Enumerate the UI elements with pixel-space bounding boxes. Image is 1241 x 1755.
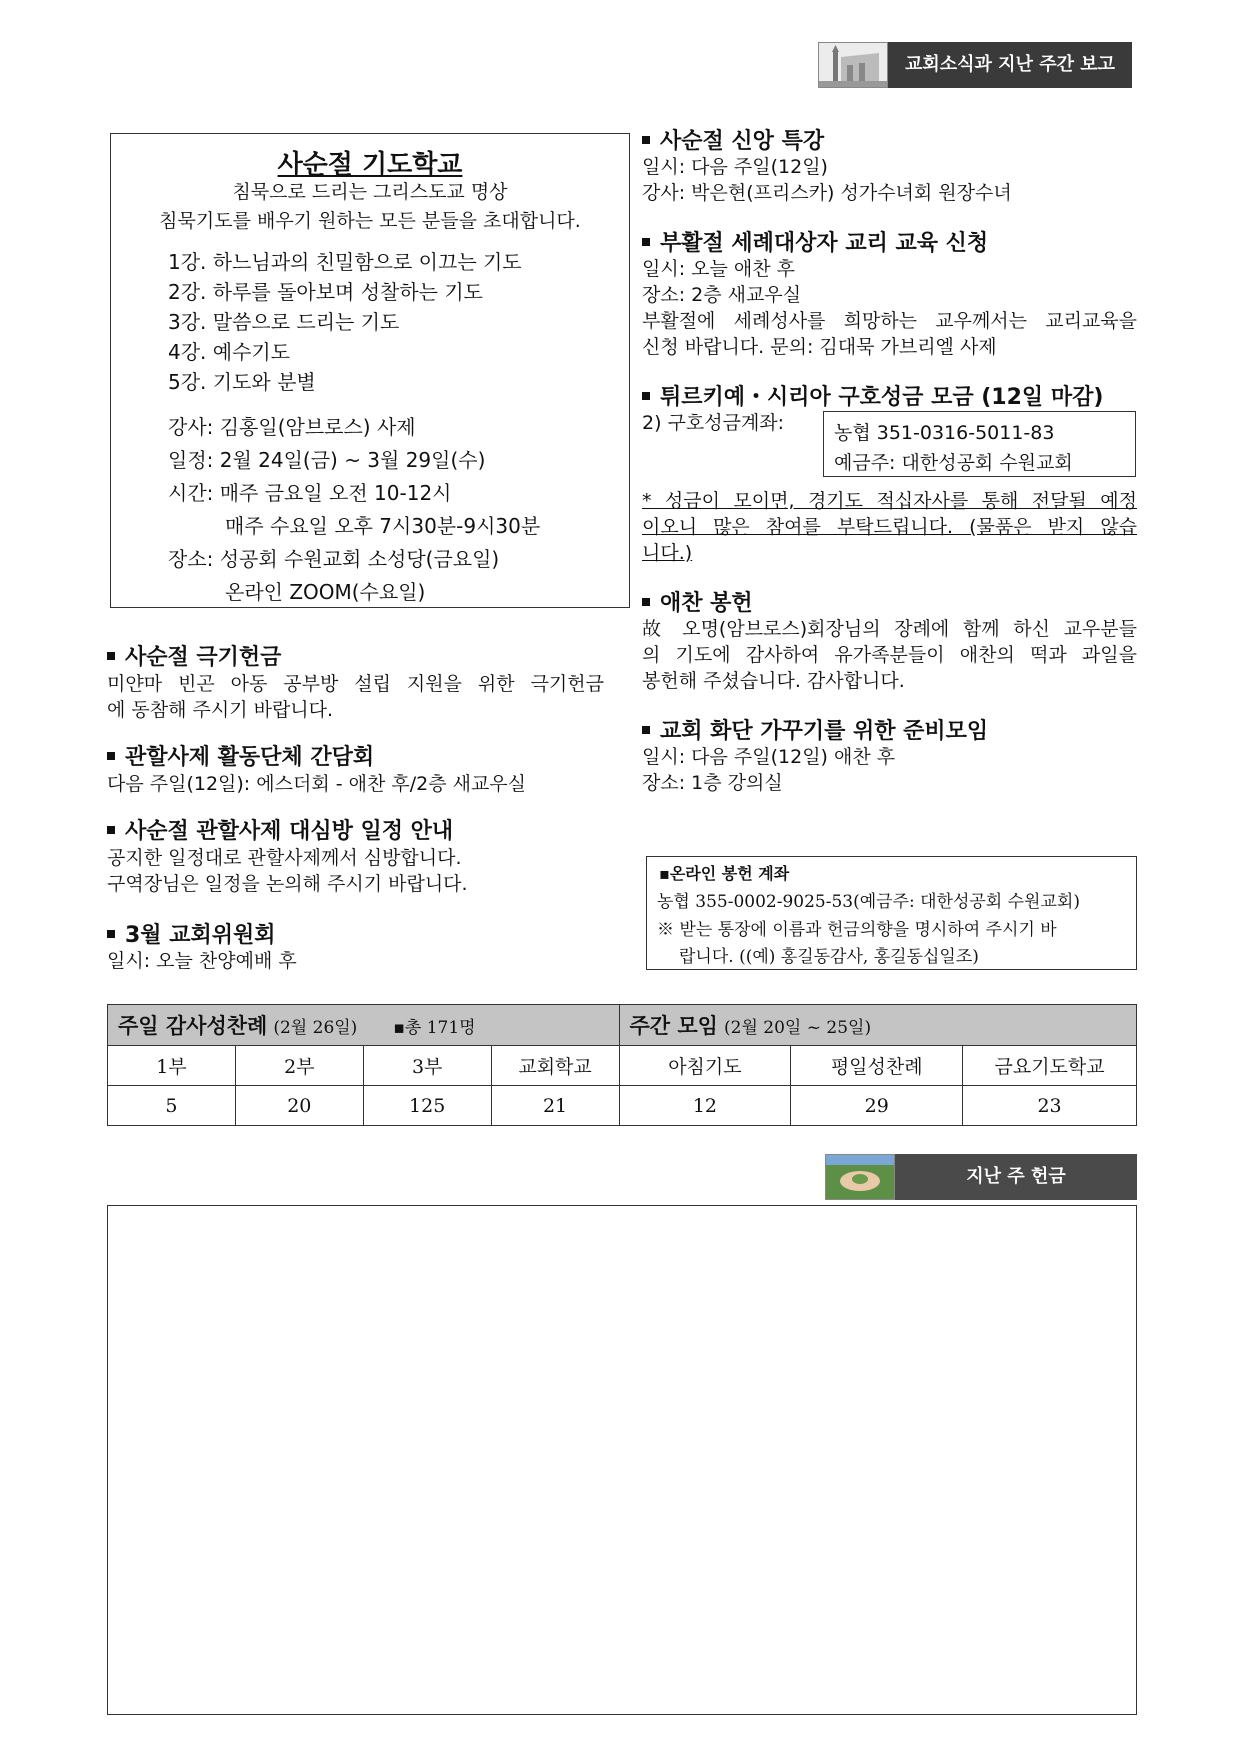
time-friday: 시간: 매주 금요일 오전 10-12시 <box>168 481 452 505</box>
church-icon <box>818 42 888 88</box>
visitation-title: 사순절 관할사제 대심방 일정 안내 <box>107 814 453 845</box>
weekly-header <box>619 1005 1137 1046</box>
offering-box <box>107 1205 1137 1715</box>
lecture-text: 일시: 다음 주일(12일) <box>642 156 828 178</box>
bullet-square-icon <box>642 238 650 246</box>
prayer-school-subtitle: 침묵으로 드리는 그리스도교 명상 <box>232 181 508 203</box>
online-offering-box <box>646 856 1137 970</box>
lecture-item: 4강. 예수기도 <box>168 340 291 364</box>
attendance-table <box>107 1004 1137 1126</box>
relief-account-holder: 예금주: 대한성공회 수원교회 <box>834 452 1073 474</box>
agape-text: 故 오명(암브로스)회장님의 장례에 함께 하신 교우분들 <box>642 618 1137 640</box>
weekly-title: 주간 모임 <box>629 1014 718 1038</box>
bullet-square-icon <box>107 652 115 660</box>
sunday-date: (2월 26일) <box>273 1018 358 1038</box>
column-header: 교회학교 <box>491 1046 619 1086</box>
relief-title: 튀르키예・시리아 구호성금 모금 (12일 마감) <box>642 380 1103 411</box>
visitation-text: 공지한 일정대로 관할사제께서 심방합니다. <box>107 847 462 869</box>
table-cell: 23 <box>963 1086 1137 1126</box>
district-meeting-title: 관할사제 활동단체 간담회 <box>107 740 374 771</box>
column-header: 3부 <box>363 1046 491 1086</box>
flowers-title: 교회 화단 가꾸기를 위한 준비모임 <box>642 714 988 745</box>
agape-text: 의 기도에 감사하여 유가족분들이 애찬의 떡과 과일을 <box>642 644 1137 666</box>
relief-account-box <box>823 411 1136 477</box>
table-row <box>108 1086 1137 1126</box>
lecture-item: 1강. 하느님과의 친밀함으로 이끄는 기도 <box>168 250 522 274</box>
column-header: 평일성찬례 <box>791 1046 963 1086</box>
lecture-item: 5강. 기도와 분별 <box>168 370 316 394</box>
hands-icon <box>825 1154 895 1200</box>
table-cell: 125 <box>363 1086 491 1126</box>
lent-offering-title: 사순절 극기헌금 <box>107 640 281 671</box>
relief-note: * 성금이 모이면, 경기도 적십자사를 통해 전달될 예정 <box>642 490 1137 512</box>
online-note: ※ 받는 통장에 이름과 헌금의향을 명시하여 주시기 바 <box>657 920 1057 940</box>
bullet-square-icon <box>642 726 650 734</box>
bullet-square-icon <box>642 136 650 144</box>
agape-title: 애찬 봉헌 <box>642 586 753 617</box>
table-row <box>108 1046 1137 1086</box>
prayer-school-box <box>110 133 630 608</box>
table-cell: 29 <box>791 1086 963 1126</box>
agape-text: 봉헌해 주셨습니다. 감사합니다. <box>642 670 905 692</box>
relief-account-number: 농협 351-0316-5011-83 <box>834 422 1055 444</box>
lecturer: 강사: 김홍일(암브로스) 사제 <box>168 415 416 439</box>
place-friday: 장소: 성공회 수원교회 소성당(금요일) <box>168 547 500 571</box>
baptism-text: 부활절에 세례성사를 희망하는 교우께서는 교리교육을 <box>642 310 1137 332</box>
lecture-item: 2강. 하루를 돌아보며 성찰하는 기도 <box>168 280 483 304</box>
committee-text: 일시: 오늘 찬양예배 후 <box>107 950 297 972</box>
visitation-text: 구역장님은 일정을 논의해 주시기 바랍니다. <box>107 873 468 895</box>
column-header: 아침기도 <box>619 1046 791 1086</box>
bullet-square-icon <box>642 598 650 606</box>
table-cell: 20 <box>235 1086 363 1126</box>
baptism-text: 일시: 오늘 애찬 후 <box>642 258 795 280</box>
bullet-square-icon <box>107 930 115 938</box>
lecture-text: 강사: 박은현(프리스카) 성가수녀회 원장수녀 <box>642 182 1012 204</box>
table-cell: 5 <box>108 1086 236 1126</box>
column-header: 1부 <box>108 1046 236 1086</box>
schedule: 일정: 2월 24일(금) ~ 3월 29일(수) <box>168 448 486 472</box>
online-account: 농협 355-0002-9025-53(예금주: 대한성공회 수원교회) <box>657 892 1080 912</box>
committee-title: 3월 교회위원회 <box>107 918 275 949</box>
column-header: 2부 <box>235 1046 363 1086</box>
lecture-title: 사순절 신앙 특강 <box>642 124 824 155</box>
flowers-text: 장소: 1층 강의실 <box>642 772 783 794</box>
bullet-square-icon <box>107 826 115 834</box>
section-header-title: 교회소식과 지난 주간 보고 <box>888 42 1132 88</box>
table-cell: 12 <box>619 1086 791 1126</box>
sunday-header <box>108 1005 620 1046</box>
sunday-title: 주일 감사성찬례 <box>118 1014 268 1038</box>
baptism-title: 부활절 세례대상자 교리 교육 신청 <box>642 226 988 257</box>
lecture-item: 3강. 말씀으로 드리는 기도 <box>168 310 400 334</box>
relief-account-label: 2) 구호성금계좌: <box>642 412 785 434</box>
relief-note: 이오니 많은 참여를 부탁드립니다. (물품은 받지 않습 <box>642 516 1137 538</box>
sunday-total: ▪총 171명 <box>393 1018 476 1038</box>
baptism-text: 장소: 2층 새교우실 <box>642 284 802 306</box>
relief-note: 니다.) <box>642 542 693 564</box>
weekly-date: (2월 20일 ~ 25일) <box>724 1018 872 1038</box>
table-row <box>108 1005 1137 1046</box>
baptism-text: 신청 바랍니다. 문의: 김대묵 가브리엘 사제 <box>642 336 997 358</box>
place-wednesday: 온라인 ZOOM(수요일) <box>225 580 426 604</box>
flowers-text: 일시: 다음 주일(12일) 애찬 후 <box>642 746 896 768</box>
online-offering-title: ▪온라인 봉헌 계좌 <box>659 864 790 883</box>
column-header: 금요기도학교 <box>963 1046 1137 1086</box>
table-cell: 21 <box>491 1086 619 1126</box>
prayer-school-invite: 침묵기도를 배우기 원하는 모든 분들을 초대합니다. <box>159 210 581 232</box>
lent-offering-text: 에 동참해 주시기 바랍니다. <box>107 699 334 721</box>
online-note: 랍니다. ((예) 홍길동감사, 홍길동십일조) <box>679 947 979 967</box>
prayer-school-title: 사순절 기도학교 <box>277 150 463 180</box>
bullet-square-icon <box>107 752 115 760</box>
lent-offering-text: 미얀마 빈곤 아동 공부방 설립 지원을 위한 극기헌금 <box>107 673 604 695</box>
district-meeting-text: 다음 주일(12일): 에스더회 - 애찬 후/2층 새교우실 <box>107 773 527 795</box>
time-wednesday: 매주 수요일 오후 7시30분-9시30분 <box>225 514 541 538</box>
bullet-square-icon <box>642 392 650 400</box>
offering-title: 지난 주 헌금 <box>895 1154 1137 1200</box>
